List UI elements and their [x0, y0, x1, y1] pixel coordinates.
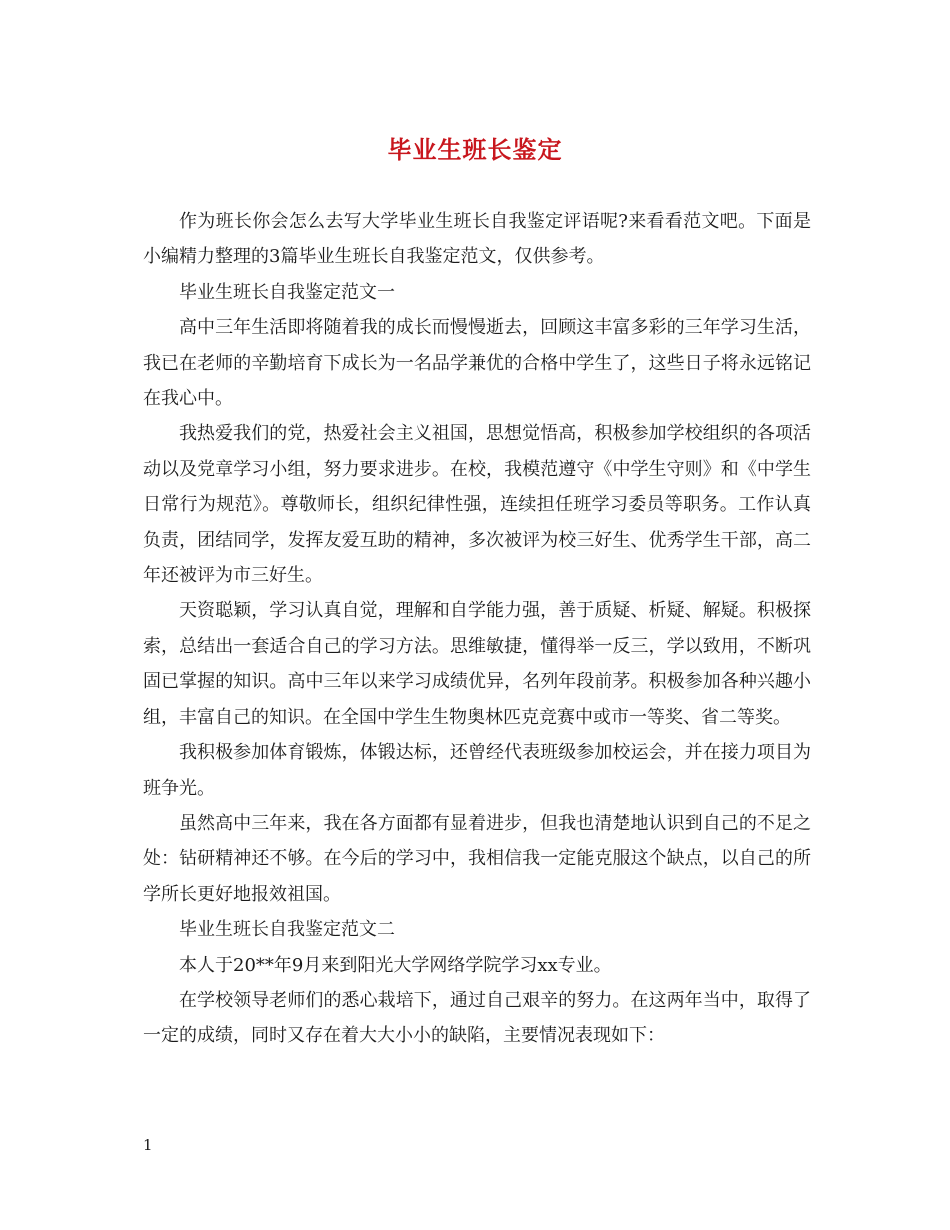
paragraph: 我积极参加体育锻炼，体锻达标，还曾经代表班级参加校运会，并在接力项目为班争光。	[143, 742, 811, 799]
document-body	[143, 204, 811, 1054]
paragraph: 高中三年生活即将随着我的成长而慢慢逝去，回顾这丰富多彩的三年学习生活，我已在老师的辛勤培育下成长为一名品学兼优的合格中学生了，这些日子将永远铭记在我心中。	[143, 317, 811, 410]
page-number: 1	[143, 1136, 153, 1154]
section-heading-sample-one: 毕业生班长自我鉴定范文一	[179, 281, 395, 303]
paragraph: 我热爱我们的党，热爱社会主义祖国，思想觉悟高，积极参加学校组织的各项活动以及党章学习小组，努力要求进步。在校，我模范遵守《中学生守则》和《中学生日常行为规范》。尊敬师长，组织纪律性强，连续担任班学习委员等职务。工作认真负责，团结同学，发挥友爱互助的精神，多次被评为校三好生、优秀学生干部，高二年还被评为市三好生。	[143, 423, 811, 587]
paragraph: 天资聪颖，学习认真自觉，理解和自学能力强，善于质疑、析疑、解疑。积极探索，总结出一套适合自己的学习方法。思维敏捷，懂得举一反三，学以致用，不断巩固已掌握的知识。高中三年以来学习成绩优异，名列年段前茅。积极参加各种兴趣小组，丰富自己的知识。在全国中学生生物奥林匹克竞赛中或市一等奖、省二等奖。	[143, 600, 811, 728]
paragraph: 本人于20**年9月来到阳光大学网络学院学习xx专业。	[179, 954, 612, 976]
paragraph: 在学校领导老师们的悉心栽培下，通过自己艰辛的努力。在这两年当中，取得了一定的成绩，同时又存在着大大小小的缺陷，主要情况表现如下：	[143, 989, 811, 1047]
document-title: 毕业生班长鉴定	[387, 135, 563, 164]
section-heading-sample-two: 毕业生班长自我鉴定范文二	[179, 919, 395, 941]
paragraph-intro: 作为班长你会怎么去写大学毕业生班长自我鉴定评语呢?来看看范文吧。下面是小编精力整理的3篇毕业生班长自我鉴定范文，仅供参考。	[143, 211, 811, 268]
paragraph: 虽然高中三年来，我在各方面都有显着进步，但我也清楚地认识到自己的不足之处：钻研精神还不够。在今后的学习中，我相信我一定能克服这个缺点，以自己的所学所长更好地报效祖国。	[143, 812, 811, 905]
